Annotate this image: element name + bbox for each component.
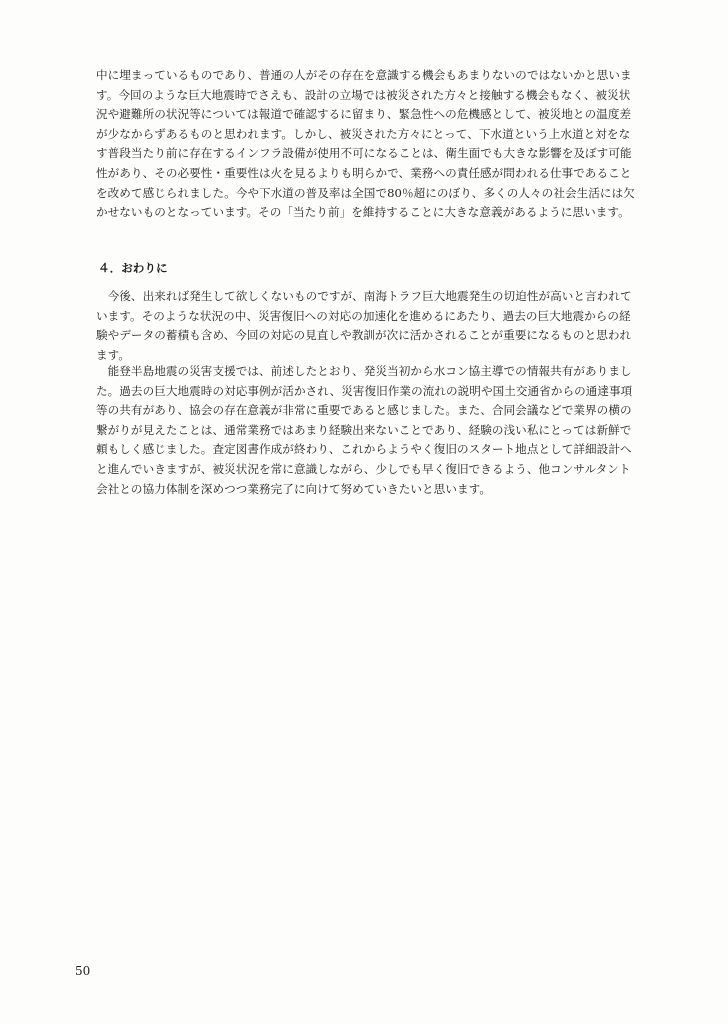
text-line: 会社との協力体制を深めつつ業務完了に向けて努めていきたいと思います。 — [96, 481, 491, 496]
text-line: 頼もしく感じました。査定図書作成が終わり、これからようやく復旧のスタート地点として詳細設計へ — [96, 442, 632, 457]
text-line: 性があり、その必要性・重要性は火を見るよりも明らかで、業務への責任感が問われる仕事であること — [96, 165, 632, 180]
text-line: 験やデータの蓄積も含め、今回の対応の見直しや教訓が次に活かされることが重要になるものと思われ — [96, 328, 632, 343]
conclusion-paragraph-1 — [96, 287, 631, 365]
page-number: 50 — [75, 964, 91, 978]
conclusion-paragraph-2 — [96, 362, 631, 499]
text-line: と進んでいきますが、被災状況を常に意識しながら、少しでも早く復旧できるよう、他コンサルタント — [96, 461, 631, 476]
text-line: す。今回のような巨大地震時でさえも、設計の立場では被災された方々と接触する機会もなく、被災状 — [96, 87, 631, 102]
text-line: 中に埋まっているものであり、普通の人がその存在を意識する機会もあまりないのではないかと思いま — [96, 68, 632, 82]
text-line: ます。 — [96, 347, 131, 362]
text-line: 繋がりが見えたことは、通常業務ではあまり経験出来ないことであり、経験の浅い私にとっては新鮮で — [96, 422, 632, 437]
text-line: います。そのような状況の中、災害復旧への対応の加速化を進めるにあたり、過去の巨大地震からの経 — [96, 308, 631, 323]
text-line: た。過去の巨大地震時の対応事例が活かされ、災害復旧作業の流れの説明や国土交通省からの通達事項 — [96, 383, 633, 398]
text-line: す普段当たり前に存在するインフラ設備が使用不可になることは、衛生面でも大きな影響を及ぼす可能 — [96, 146, 632, 161]
section-heading: ４．おわりに — [98, 261, 168, 275]
text-line: 能登半島地震の災害支援では、前述したとおり、発災当初から水コン協主導での情報共有がありまし — [96, 364, 632, 378]
text-line: 今後、出来れば発生して欲しくないものですが、南海トラフ巨大地震発生の切迫性が高いと言われて — [96, 289, 632, 303]
text-line: 等の共有があり、協会の存在意義が非常に重要であると感じました。また、合同会議などで業界の横の — [96, 403, 632, 418]
intro-paragraph — [96, 66, 635, 223]
text-line: かせないものとなっています。その「当たり前」を維持することに大きな意義があるように思います。 — [96, 205, 630, 220]
text-line: が少なからずあるものと思われます。しかし、被災された方々にとって、下水道という上水道と対をな — [96, 126, 631, 141]
text-line: を改めて感じられました。今や下水道の普及率は全国で80％超にのぼり、多くの人々の社会生活には欠 — [96, 185, 635, 200]
text-line: 況や避難所の状況等については報道で確認するに留まり、緊急性への危機感として、被災地との温度差 — [96, 107, 632, 122]
